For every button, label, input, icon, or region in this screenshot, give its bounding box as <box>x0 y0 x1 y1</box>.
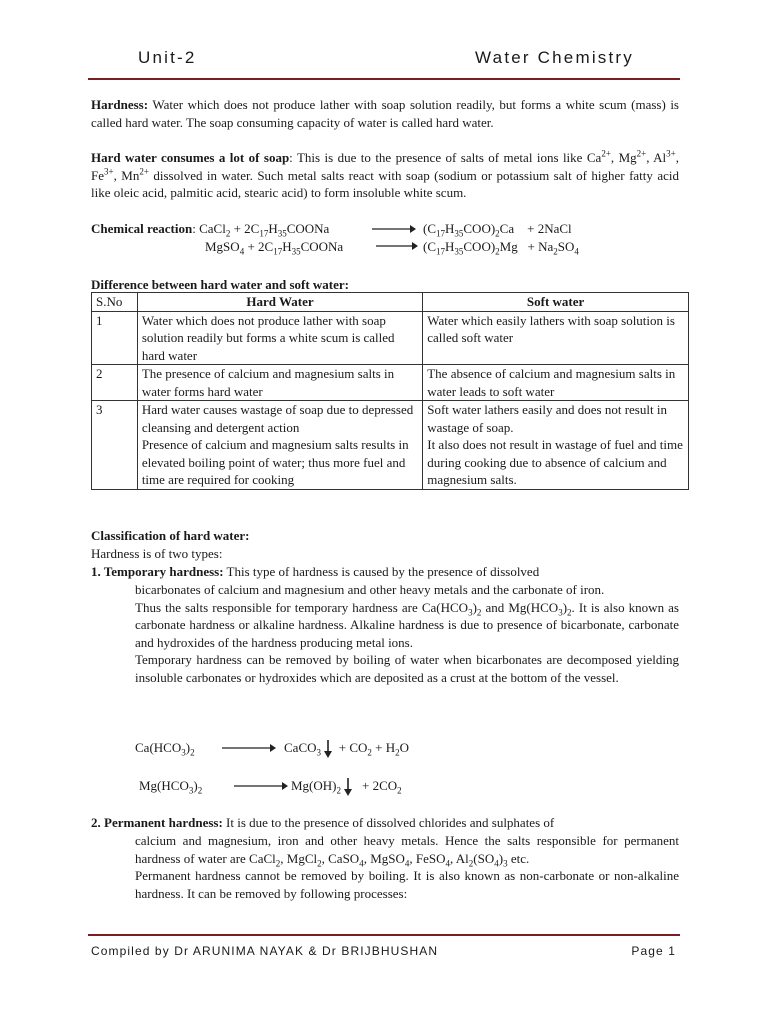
boiling-reaction-2-left: $Mg(HCO_3)_2$ <box>139 778 203 796</box>
classification-intro: Hardness is of two types: <box>91 546 223 561</box>
hardness-text: Water which does not produce lather with soap solution readily, but forms a white scum (mass) is called hard water. The soap consuming capacity of water is called hard water. <box>91 97 679 130</box>
boiling-reaction-1-left: $Ca(HCO_3)_2$ <box>135 740 195 758</box>
cell-soft: Water which easily lathers with soap solution is called soft water <box>423 311 689 365</box>
cell-sno: 3 <box>92 401 138 490</box>
precipitate-arrow-icon <box>324 740 332 758</box>
permanent-hardness-body: calcium and magnesium, iron and other heavy metals. Hence the salts responsible for permanent hardness of water are CaCl$_2$, MgCl$_2$, CaSO$_4$, MgSO$_4$, FeSO$_4$, $Al_2(SO_4)_3$ etc. Permanent hardness cannot be removed by boiling. It is also known as non-carbonate or non-alkaline hardness. It can be removed by following processes: <box>135 833 679 901</box>
reaction-2-left: MgSO$_4$ + $2C_{17}H_{35}COONa$ <box>205 239 344 257</box>
comparison-table <box>91 292 689 490</box>
hardness-label: Hardness: <box>91 97 149 112</box>
temporary-hardness-body: bicarbonates of calcium and magnesium and other heavy metals and the carbonate of iron. Thus the salts responsible for temporary hardness are $Ca(HCO_3)_2$ and $Mg(HCO_3)_2$. It is also known as carbonate hardness or alkaline hardness. Alkaline hardness is due to presence of bicarbonate, carbonate and hydroxides of the hardness producing metal ions. Temporary hardness can be removed by boiling of water when bicarbonates are decomposed yielding insoluble carbonates or hydroxides which are deposited as a crust at the bottom of the vessel. <box>135 582 679 685</box>
cell-sno: 2 <box>92 365 138 401</box>
temporary-hardness-heading: 1. Temporary hardness: This type of hardness is caused by the presence of dissolved <box>91 564 540 579</box>
cell-soft: Soft water lathers easily and does not result in wastage of soap. It also does not result in wastage of fuel and time during cooking due to absence of calcium and magnesium salts. <box>423 401 689 490</box>
soap-label: Hard water consumes a lot of soap <box>91 150 290 165</box>
table-row <box>92 365 689 401</box>
footer-page-number: Page 1 <box>631 944 676 958</box>
table-row <box>92 401 689 490</box>
reaction-label: Chemical reaction <box>91 221 193 236</box>
footer-authors: Compiled by Dr ARUNIMA NAYAK & Dr BRIJBHUSHAN <box>91 944 439 958</box>
header-hard-water: Hard Water <box>137 293 422 312</box>
cell-sno: 1 <box>92 311 138 365</box>
reaction-arrow <box>222 743 276 753</box>
cell-soft: The absence of calcium and magnesium salts in water leads to soft water <box>423 365 689 401</box>
table-row <box>92 311 689 365</box>
cell-hard: Hard water causes wastage of soap due to depressed cleansing and detergent action Presence of calcium and magnesium salts results in elevated boiling point of water; thus more fuel and time are required for cooking <box>137 401 422 490</box>
cell-hard: The presence of calcium and magnesium salts in water forms hard water <box>137 365 422 401</box>
table-header-row <box>92 293 689 312</box>
hardness-paragraph <box>91 96 679 131</box>
boiling-reaction-2-right: $Mg(OH)_2$ + $2CO_2$ <box>291 778 402 796</box>
reaction-arrow <box>372 224 416 234</box>
soap-paragraph: Hard water consumes a lot of soap: This is due to the presence of salts of metal ions like $Ca^{2+}$, $Mg^{2+}$, $Al^{3+}$, $Fe^{3+}$, $Mn^{2+}$ dissolved in water. Such metal salts react with soap (sodium or potassium salt of higher fatty acid like oleic acid, palmitic acid, stearic acid) to form insoluble white scum. <box>91 148 679 200</box>
reaction-1-right: $(C_{17}H_{35}COO)_2Ca$ + 2NaCl <box>423 221 572 239</box>
reaction-2-right: $(C_{17}H_{35}COO)_2Mg + Na_2SO_4$ <box>423 239 579 257</box>
soap-text-1: : This is due to the presence of salts of metal ions like Ca <box>289 150 602 165</box>
header-title: Water Chemistry <box>475 48 634 67</box>
header-rule <box>88 78 680 80</box>
classification-title: Classification of hard water: <box>91 528 250 543</box>
cell-hard: Water which does not produce lather with soap solution readily but forms a white scum is called hard water <box>137 311 422 365</box>
precipitate-arrow-icon <box>344 778 352 796</box>
reaction-arrow <box>376 241 418 251</box>
permanent-hardness-heading: 2. Permanent hardness: It is due to the presence of dissolved chlorides and sulphates of <box>91 815 555 830</box>
reaction-1-left: Chemical reaction: CaCl$_2$ + $2C_{17}H_{35}COONa$ <box>91 221 330 239</box>
header-soft-water: Soft water <box>423 293 689 312</box>
footer-rule <box>88 934 680 936</box>
boiling-reaction-1-right: CaCO$_3$ + $CO_2 + H_2O$ <box>284 740 410 758</box>
soap-text-2: dissolved in water. Such metal salts react with soap (sodium or potassium salt of higher fatty acid like oleic acid, palmitic acid, stearic acid) to form insoluble white scum. <box>91 167 679 200</box>
header-unit: Unit-2 <box>138 48 197 67</box>
header-sno: S.No <box>92 293 138 312</box>
reaction-arrow <box>234 781 288 791</box>
difference-title: Difference between hard water and soft water: <box>91 277 350 292</box>
